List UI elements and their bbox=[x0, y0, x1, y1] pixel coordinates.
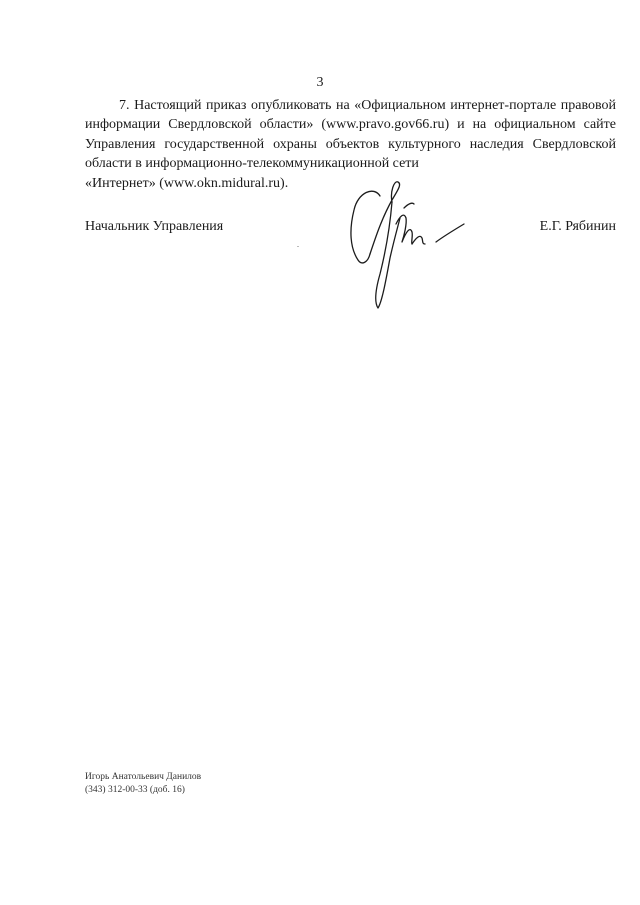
executor-info bbox=[85, 771, 201, 797]
scan-speck bbox=[297, 246, 299, 247]
paragraph-last-line: «Интернет» (www.okn.midural.ru). bbox=[85, 175, 289, 191]
executor-phone: (343) 312-00-33 (доб. 16) bbox=[85, 785, 185, 795]
page-number: 3 bbox=[316, 75, 324, 90]
signer-name: Е.Г. Рябинин bbox=[539, 219, 616, 234]
paragraph-item-number: 7. bbox=[119, 98, 130, 113]
paragraph-main-text: Настоящий приказ опубликовать на «Официальном интернет-портале правовой информации Свердловской области» (www.pravo.gov66.ru) и на официальном сайте Управления государственной охраны объектов культурного наследия Свердловской области в информационно-телекоммуникационной сети bbox=[85, 98, 617, 172]
signer-title: Начальник Управления bbox=[85, 219, 224, 234]
executor-name: Игорь Анатольевич Данилов bbox=[85, 772, 202, 782]
handwritten-signature bbox=[340, 178, 470, 313]
